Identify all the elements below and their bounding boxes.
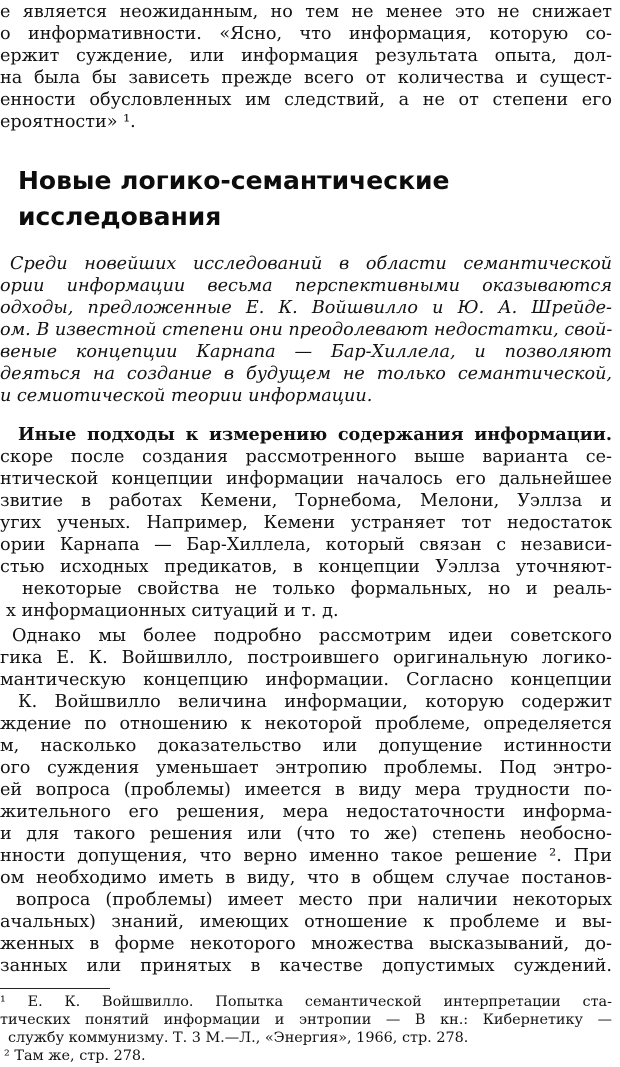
subheading: Иные подходы к измерению содержания информации. (18, 424, 612, 445)
body-line: гика Е. К. Войшвилло, построившего оригинальную логико- (0, 648, 612, 668)
footnote-line: ¹ Е. К. Войшвилло. Попытка семантической интерпретации ста- (0, 994, 612, 1010)
body-line: м, насколько доказательство или допущение истинности (0, 736, 612, 756)
body-line: звитие в работах Кемени, Торнебома, Мелони, Уэллза и (0, 491, 612, 511)
intro-line: е является неожиданным, но тем не менее это не снижает (0, 2, 612, 22)
lead-line: деяться на создание в будущем не только семантической, (0, 364, 612, 384)
body-line: К. Войшвилло величина информации, которую содержит (18, 692, 612, 712)
body-line: скоре после создания рассмотренного выше варианта се- (0, 447, 612, 467)
lead-line: и семиотической теории информации. (0, 386, 373, 406)
section-heading-line-1: Новые логико-семантические (18, 166, 450, 195)
body-line: занных или принятых в качестве допустимых суждений. (0, 956, 612, 976)
body-line: ей вопроса (проблемы) имеется в виду мера трудности по- (0, 780, 612, 800)
intro-line: о информативности. «Ясно, что информация, которую со- (0, 24, 612, 44)
intro-line: ержит суждение, или информация результата опыта, дол- (0, 46, 612, 66)
footnote-divider (0, 988, 110, 989)
intro-line: на была бы зависеть прежде всего от количества и сущест- (0, 68, 612, 88)
footnote-line: тических понятий информации и энтропии — В кн.: Кибернетику — (0, 1012, 612, 1028)
body-line: стью исходных предикатов, в концепции Уэллза уточняют- (0, 557, 612, 577)
lead-line: веные концепции Карнапа — Бар-Хиллела, и позволяют (0, 342, 612, 362)
footnote-line: службу коммунизму. Т. 3 М.—Л., «Энергия», 1966, стр. 278. (8, 1030, 469, 1046)
section-heading-line-2: исследования (18, 202, 222, 231)
body-line: х информационных ситуаций и т. д. (6, 601, 339, 621)
intro-line: енности обусловленных им следствий, а не от степени его (0, 90, 612, 110)
body-line: ого суждения уменьшает энтропию проблемы. Под энтро- (0, 758, 612, 778)
lead-line: ории информации весьма перспективными оказываются (0, 276, 612, 296)
body-line: и для такого решения или (что то же) степень необосно- (0, 824, 612, 844)
body-line: вопроса (проблемы) имеет место при наличии некоторых (16, 890, 612, 910)
body-line: жительного его решения, мера недостаточности информа- (0, 802, 612, 822)
body-line: женных в форме некоторого множества высказываний, до- (0, 934, 612, 954)
body-line: ории Карнапа — Бар-Хиллела, который связан с независи- (0, 535, 612, 555)
body-line: нтической концепции информации началось его дальнейшее (0, 469, 612, 489)
intro-line: ероятности» ¹. (0, 112, 136, 132)
footnote-line: ² Там же, стр. 278. (4, 1048, 146, 1064)
body-line: некоторые свойства не только формальных, но и реаль- (22, 579, 612, 599)
body-line: ачальных) знаний, имеющих отношение к проблеме и вы- (0, 912, 612, 932)
lead-line: одходы, предложенные Е. К. Войшвилло и Ю. А. Шрейде- (0, 298, 612, 318)
body-line: угих ученых. Например, Кемени устраняет тот недостаток (0, 513, 612, 533)
body-line: Однако мы более подробно рассмотрим идеи советского (12, 626, 612, 646)
body-line: ом необходимо иметь в виду, что в общем случае постанов- (0, 868, 612, 888)
lead-line: ом. В известной степени они преодолевают недостатки, свой- (0, 320, 612, 340)
body-line: мантическую концепцию информации. Согласно концепции (0, 670, 612, 690)
body-line: нности допущения, что верно именно такое решение ². При (0, 846, 612, 866)
lead-line: Среди новейших исследований в области семантической (10, 254, 612, 274)
body-line: ждение по отношению к некоторой проблеме, определяется (0, 714, 612, 734)
